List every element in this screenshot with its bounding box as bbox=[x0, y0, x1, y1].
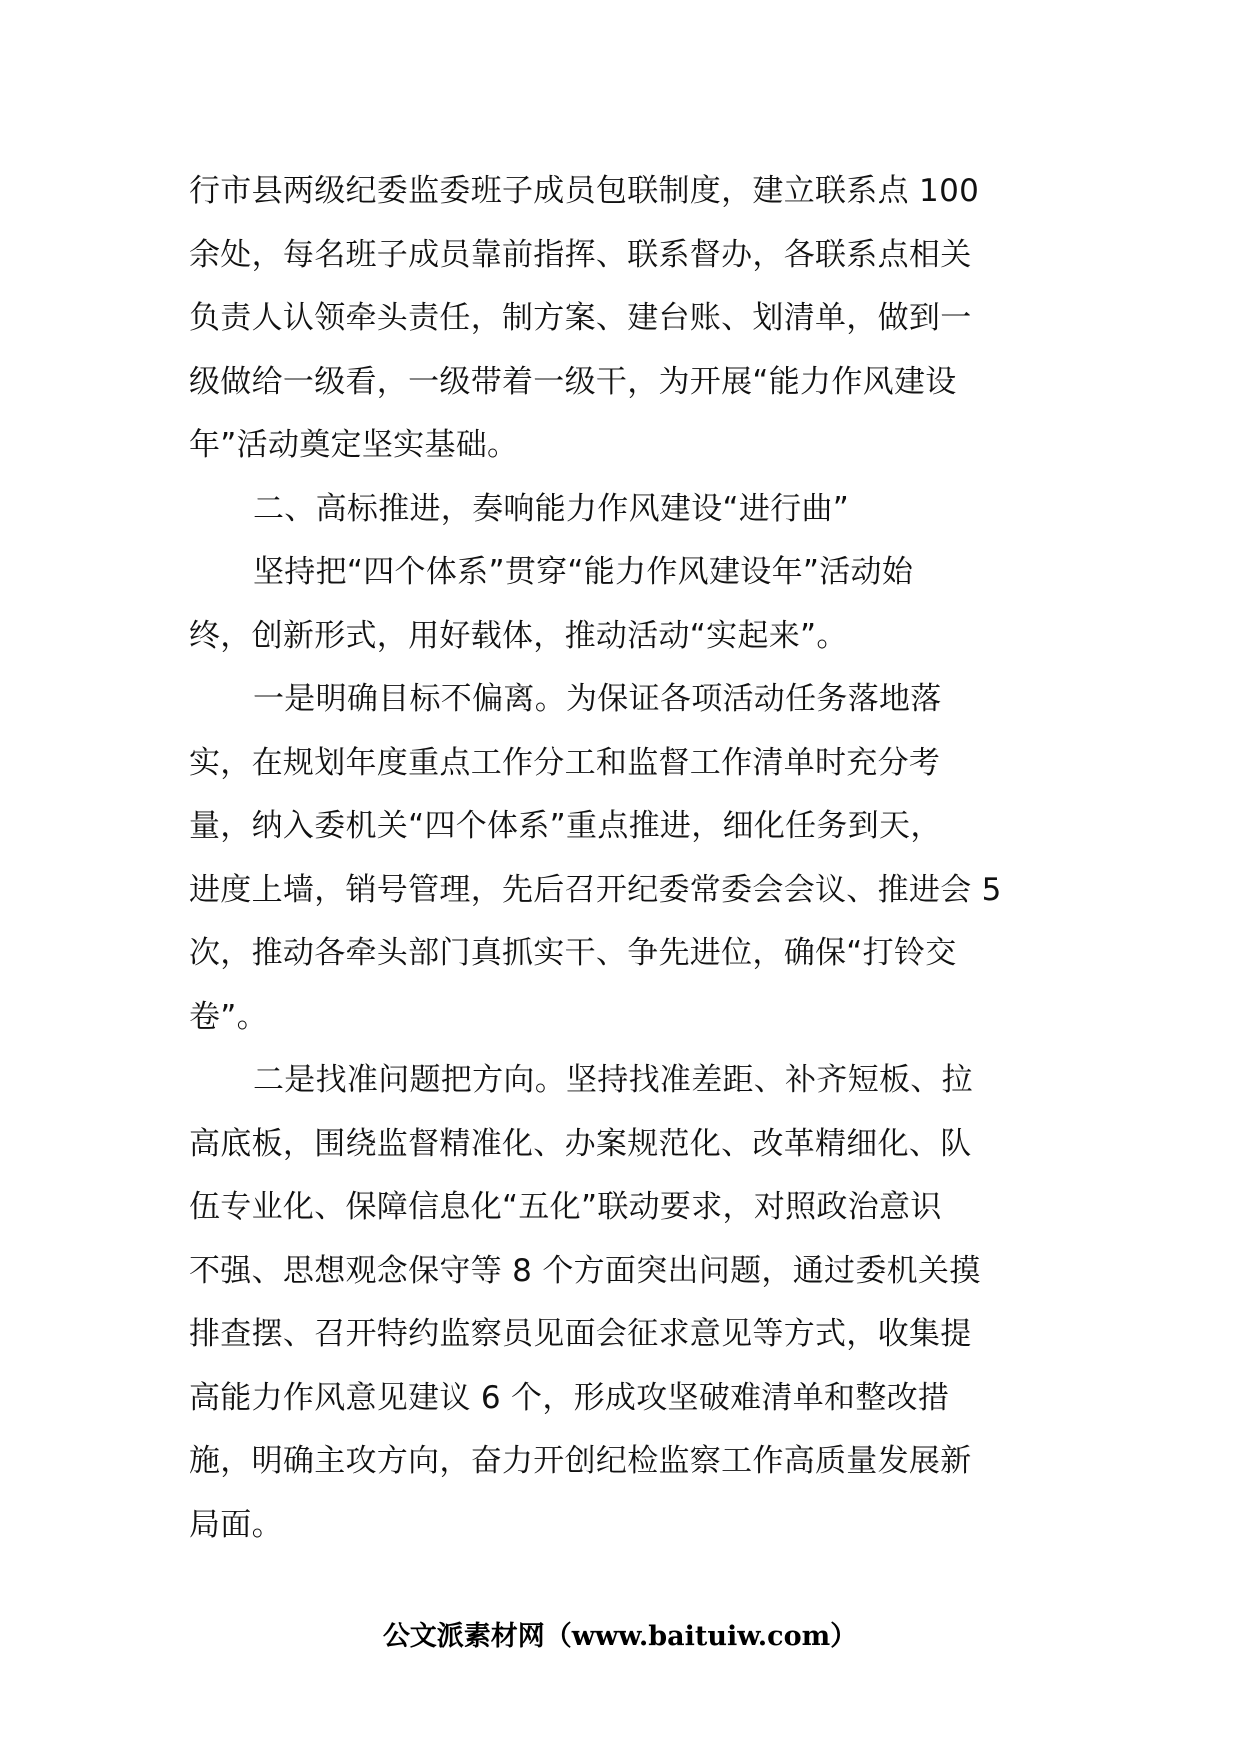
text-line: 行市县两级纪委监委班子成员包联制度，建立联系点 100 bbox=[189, 173, 980, 209]
text-line: 年”活动奠定坚实基础。 bbox=[189, 427, 519, 463]
paragraph-first-line: 二是找准问题把方向。坚持找准差距、补齐短板、拉 bbox=[253, 1062, 973, 1098]
text-line: 级做给一级看，一级带着一级干，为开展“能力作风建设 bbox=[189, 363, 957, 400]
text-line: 伍专业化、保障信息化“五化”联动要求，对照政治意识 bbox=[189, 1189, 942, 1225]
text-line: 量，纳入委机关“四个体系”重点推进，细化任务到天， bbox=[189, 808, 942, 844]
text-line: 实，在规划年度重点工作分工和监督工作清单时充分考 bbox=[189, 744, 941, 781]
document-body bbox=[189, 160, 1059, 1557]
text-line: 局面。 bbox=[189, 1506, 283, 1543]
paragraph-first-line: 一是明确目标不偏离。为保证各项活动任务落地落 bbox=[253, 681, 942, 717]
text-line: 施，明确主攻方向，奋力开创纪检监察工作高质量发展新 bbox=[189, 1443, 972, 1479]
text-line: 高能力作风意见建议 6 个，形成攻坚破难清单和整改措 bbox=[189, 1379, 950, 1416]
text-line: 负责人认领牵头责任，制方案、建台账、划清单，做到一 bbox=[189, 300, 972, 336]
text-line: 高底板，围绕监督精准化、办案规范化、改革精细化、队 bbox=[189, 1125, 972, 1162]
text-line: 卷”。 bbox=[189, 998, 268, 1035]
text-line: 不强、思想观念保守等 8 个方面突出问题，通过委机关摸 bbox=[189, 1252, 981, 1289]
paragraph-first-line: 坚持把“四个体系”贯穿“能力作风建设年”活动始 bbox=[253, 554, 914, 590]
text-line: 进度上墙，销号管理，先后召开纪委常委会会议、推进会 5 bbox=[189, 871, 1002, 908]
text-line: 排查摆、召开特约监察员见面会征求意见等方式，收集提 bbox=[189, 1316, 972, 1352]
text-line: 终，创新形式，用好载体，推动活动“实起来”。 bbox=[189, 617, 848, 654]
text-line: 次，推动各牵头部门真抓实干、争先进位，确保“打铃交 bbox=[189, 935, 957, 971]
section-heading: 二、高标推进，奏响能力作风建设“进行曲” bbox=[253, 490, 850, 527]
source-footer: 公文派素材网（www.baituiw.com） bbox=[382, 1621, 858, 1652]
text-line: 余处，每名班子成员靠前指挥、联系督办，各联系点相关 bbox=[189, 236, 972, 273]
